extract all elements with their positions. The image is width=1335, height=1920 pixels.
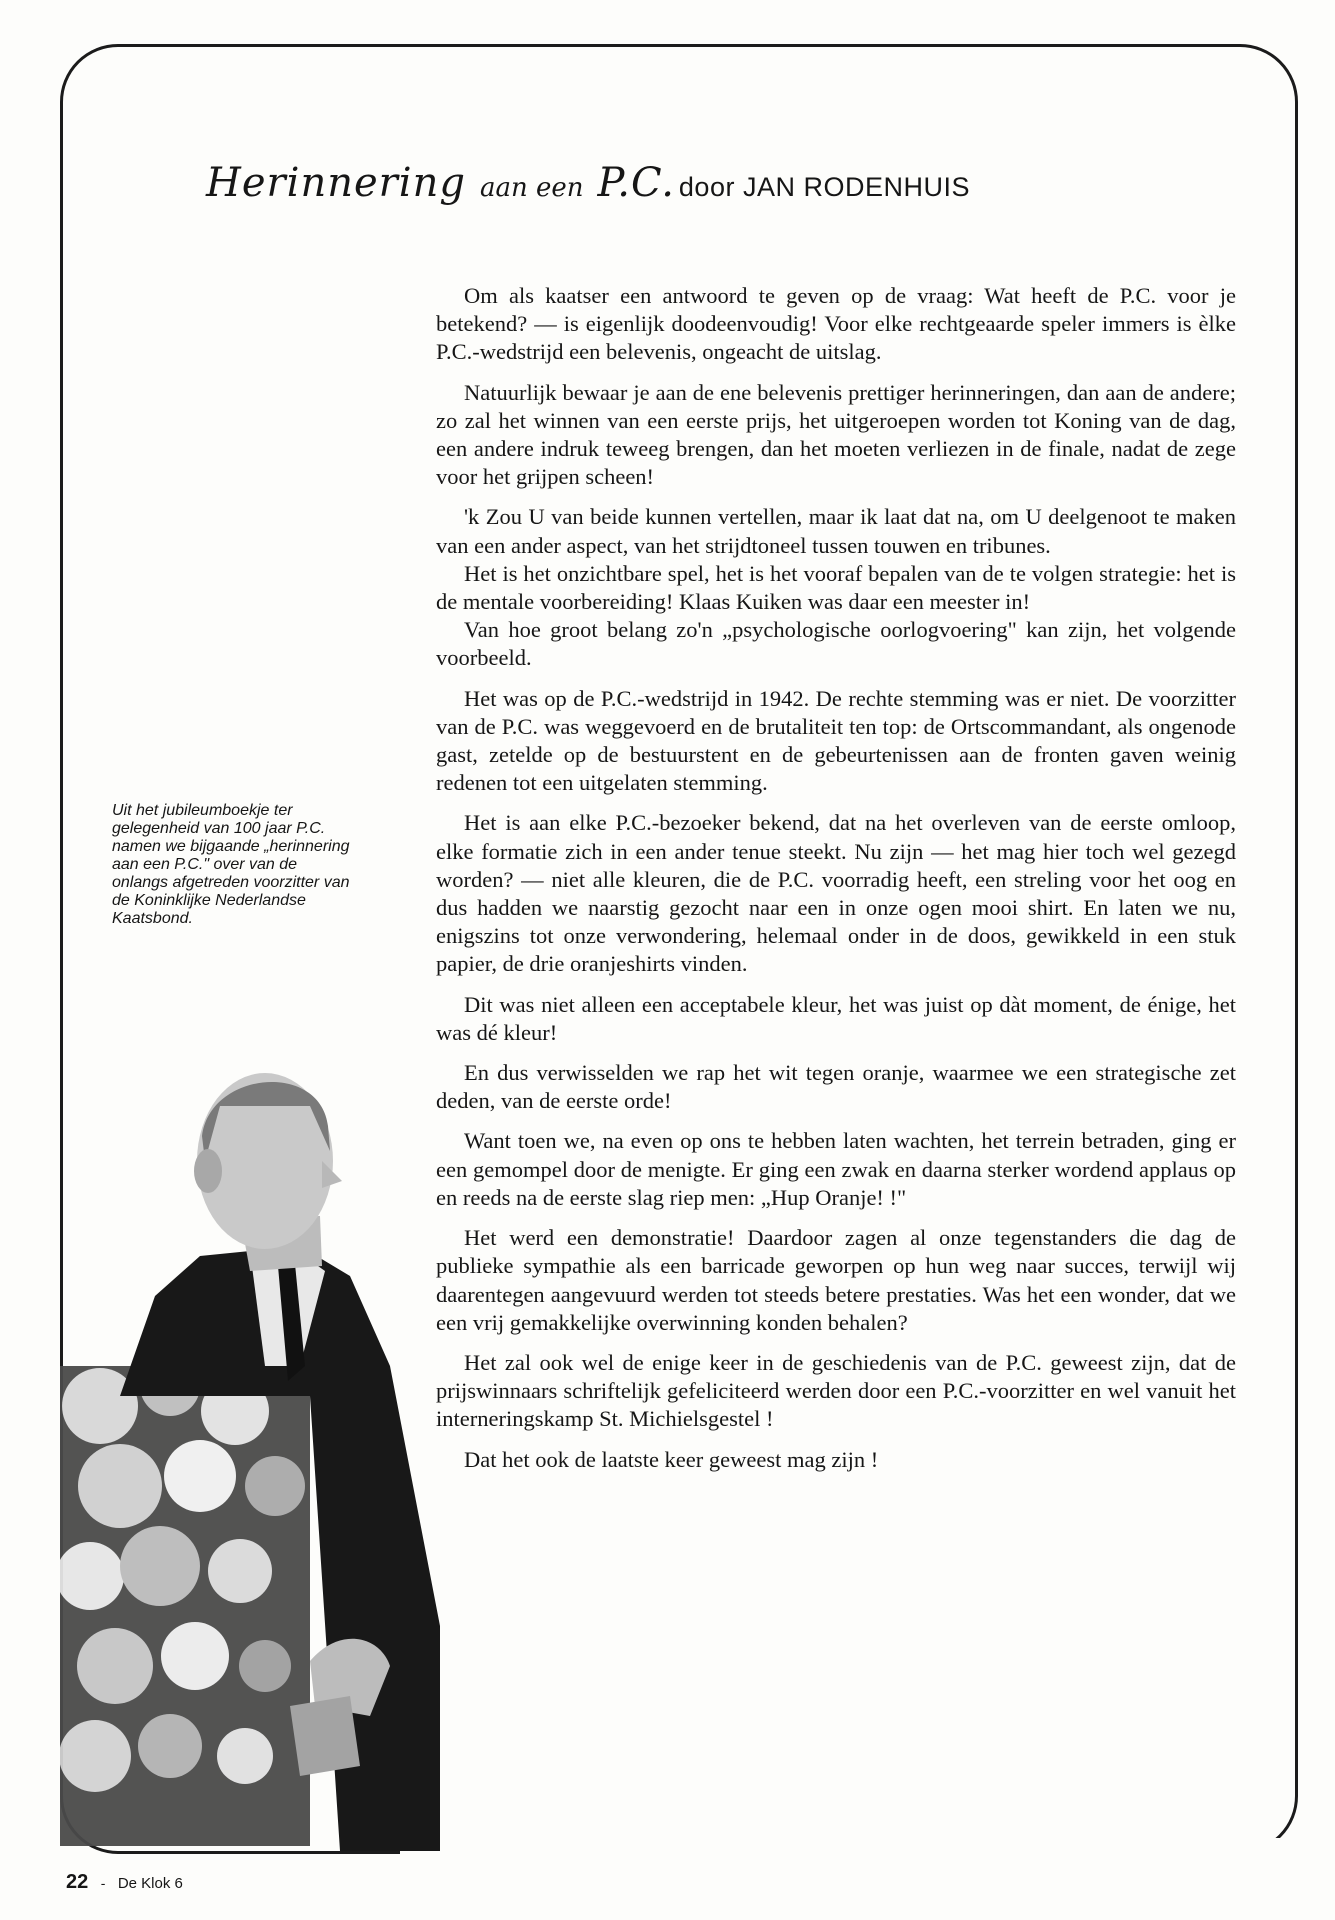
paragraph-13: Dat het ook de laatste keer geweest mag zijn ! <box>464 1446 879 1472</box>
paragraph-9: En dus verwisselden we rap het wit tegen oranje, waarmee we een strategische zet deden, van de eerste orde! <box>436 1060 1236 1114</box>
paragraph-8: Dit was niet alleen een acceptabele kleur, het was juist op dàt moment, de énige, het was dé kleur! <box>436 991 1236 1045</box>
paragraph-10: Want toen we, na even op ons te hebben laten wachten, het terrein betraden, ging er een gemompel door de menigte. Er ging een zwak en daarna sterker wordend applaus op en reeds na de eerste slag riep men: „Hup Oranje! !" <box>436 1128 1236 1210</box>
title-byline: door JAN RODENHUIS <box>678 172 970 202</box>
article-title <box>206 160 1206 206</box>
article-body <box>436 282 1236 1486</box>
frame-gap <box>400 1838 1284 1856</box>
paragraph-7: Het is aan elke P.C.-bezoeker bekend, dat na het overleven van de eerste omloop, elke formatie zich in een ander tenue steekt. Nu zijn — het mag hier toch wel gezegd worden? — niet alle kleuren, die de P.C. voorradig heeft, een streling voor het oog en dus hadden we naarstig gezocht naar een in onze ogen mooi shirt. En laten we nu, enigszins tot onze verwondering, helemaal onder in de doos, gewikkeld in een stuk papier, de drie oranjeshirts vinden. <box>436 810 1236 977</box>
flower-bouquet <box>60 1356 310 1846</box>
paragraph-12: Het zal ook wel de enige keer in de geschiedenis van de P.C. geweest zijn, dat de prijswinnaars schriftelijk gefeliciteerd werden door een P.C.-voorzitter en wel vanuit het interneringskamp St. Michielsgestel ! <box>436 1349 1236 1432</box>
paragraph-11: Het werd een demonstratie! Daardoor zagen al onze tegenstanders die dag de publieke sympathie als een barricade geworpen op hun weg naar succes, terwijl wij daarentegen aangevuurd werden tot steeds betere prestaties. Was het een wonder, dat we een vrij gemakkelijke overwinning konden behalen? <box>436 1225 1236 1335</box>
magazine-name: De Klok 6 <box>117 1875 183 1892</box>
page-number: 22 <box>66 1871 89 1893</box>
paragraph-2: Natuurlijk bewaar je aan de ene belevenis prettiger herinneringen, dan aan de andere; zo zal het winnen van een eerste prijs, het uitgeroepen worden tot Koning van de dag, een andere indruk teweeg brengen, dan het moeten verliezen in de finale, nadat de zege voor het grijpen scheen! <box>436 379 1236 490</box>
title-pc: P.C. <box>597 160 675 206</box>
portrait-photo <box>60 1066 440 1851</box>
paragraph-3: 'k Zou U van beide kunnen vertellen, maar ik laat dat na, om U deelgenoot te maken van een ander aspect, van het strijdtoneel tussen touwen en tribunes. <box>436 504 1236 558</box>
footer-separator: - <box>100 1875 106 1891</box>
title-aan-een: aan een <box>479 173 584 203</box>
photo-caption: Uit het jubileumboekje ter gelegenheid van 100 jaar P.C. namen we bijgaande „herinnering aan een P.C." over van de onlangs afgetreden voorzitter van de Koninklijke Nederlandse Kaatsbond. <box>112 802 350 927</box>
paragraph-6: Het was op de P.C.-wedstrijd in 1942. De rechte stemming was er niet. De voorzitter van de P.C. was weggevoerd en de brutaliteit ten top: de Ortscommandant, als ongenode gast, zetelde op de bestuurstent en de gebeurtenissen aan de fronten gaven weinig redenen tot een uitgelaten stemming. <box>436 685 1236 796</box>
title-herinnering: Herinnering <box>206 160 466 206</box>
paragraph-1: Om als kaatser een antwoord te geven op de vraag: Wat heeft de P.C. voor je betekend? — is eigenlijk doodeenvoudig! Voor elke rechtgeaarde speler immers is èlke P.C.-wedstrijd een belevenis, ongeacht de uitslag. <box>436 283 1236 365</box>
paragraph-4: Het is het onzichtbare spel, het is het vooraf bepalen van de te volgen strategie: het is de mentale voorbereiding! Klaas Kuiken was daar een meester in! <box>436 560 1236 615</box>
paragraph-5: Van hoe groot belang zo'n „psychologische oorlogvoering" kan zijn, het volgende voorbeeld. <box>436 617 1236 671</box>
page-footer <box>66 1871 183 1894</box>
